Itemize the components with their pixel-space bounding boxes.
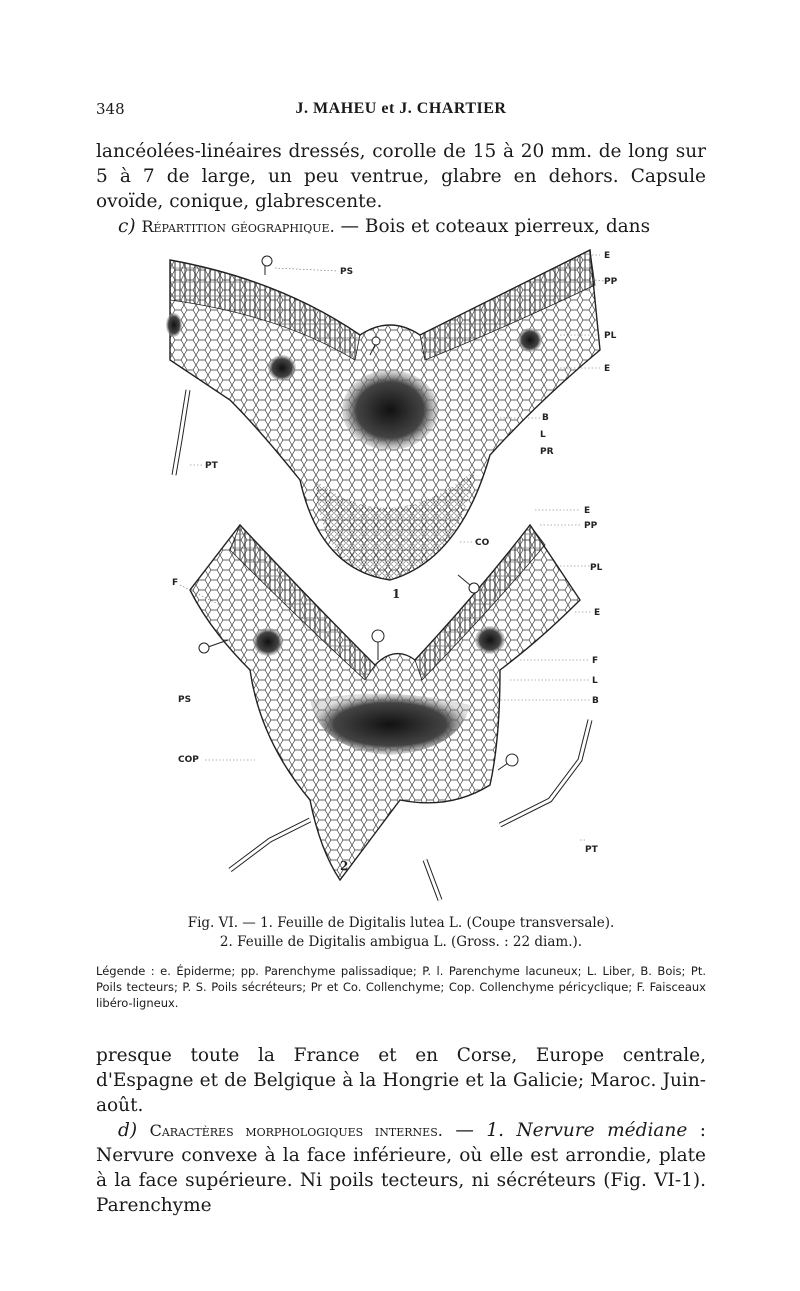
section-2-protective-hair-right xyxy=(500,720,590,825)
figure-number-2: 2 xyxy=(340,859,349,873)
section-c-marker: c) xyxy=(118,216,136,237)
bottom-text-block xyxy=(96,1043,706,1218)
label-f-2: F xyxy=(592,656,599,666)
label-e-1: E xyxy=(604,251,611,261)
label-e-4: E xyxy=(594,608,601,618)
section-2-bundle-left xyxy=(253,628,283,656)
label-e-2: E xyxy=(604,364,611,374)
label-f-1: F xyxy=(172,578,179,588)
running-head: J. MAHEU et J. CHARTIER xyxy=(295,100,507,117)
figure-number-1: 1 xyxy=(392,587,401,601)
caption-line-1: Fig. VI. — 1. Feuille de Digitalis lutea L. (Coupe transversale). xyxy=(187,915,615,931)
label-ps-1: PS xyxy=(340,267,354,277)
section-2-bundle-right xyxy=(475,626,505,654)
section-d-text: : Nervure convexe à la face inférieure, où elle est arrondie, plate à la face supérieure. Ni poils tecteurs, ni sécréteurs (Fig. VI-1). Parenchyme xyxy=(96,1120,707,1216)
caption-line-2: 2. Feuille de Digitalis ambigua L. (Gross. : 22 diam.). xyxy=(219,934,583,950)
section-1-protective-hair xyxy=(174,390,188,475)
label-b-2: B xyxy=(592,696,599,706)
label-l-2: L xyxy=(592,676,598,686)
label-pt-1: PT xyxy=(205,461,218,471)
leaf-section-figure xyxy=(160,240,640,905)
section-d-marker: d) xyxy=(118,1120,138,1141)
paragraph-corolla: lancéolées-linéaires dressés, corolle de 15 à 20 mm. de long sur 5 à 7 de large, un peu ventrue, glabre en dehors. Capsule ovoïde, conique, glabrescente. xyxy=(96,141,706,212)
label-pl-2: PL xyxy=(590,563,603,573)
section-c-text: — Bois et coteaux pierreux, dans xyxy=(334,216,651,237)
label-pl-1: PL xyxy=(604,331,617,341)
label-ps-2: PS xyxy=(178,695,192,705)
page-number: 348 xyxy=(96,100,125,118)
section-2-secretory-hair-left xyxy=(199,640,228,653)
section-c-title: Répartition géographique. xyxy=(141,217,335,236)
section-2-secretory-hair-top xyxy=(372,630,384,660)
section-d-paragraph xyxy=(96,1118,706,1218)
label-pr-1: PR xyxy=(540,447,554,457)
section-c-paragraph xyxy=(96,214,706,239)
label-pp-2: PP xyxy=(584,521,598,531)
label-pt-2: PT xyxy=(585,845,598,855)
label-l-1: L xyxy=(540,430,546,440)
label-b-1: B xyxy=(542,413,549,423)
label-pp-1: PP xyxy=(604,277,618,287)
section-1-midrib-bundle xyxy=(342,370,438,450)
label-e-3: E xyxy=(584,506,591,516)
page-header xyxy=(96,100,706,124)
label-co: CO xyxy=(475,538,490,548)
top-text-block xyxy=(96,139,706,239)
section-2-secretory-hair-right xyxy=(458,575,479,593)
section-1-bundle-right xyxy=(518,328,542,352)
section-1-bundle-left xyxy=(268,355,296,381)
paragraph-distribution: presque toute la France et en Corse, Europe centrale, d'Espagne et de Belgique à la Hongrie et la Galicie; Maroc. Juin-août. xyxy=(96,1045,706,1116)
section-2-protective-hair-left xyxy=(230,820,310,870)
section-1-secretory-hair xyxy=(262,256,272,275)
section-d-subtitle: — 1. Nervure médiane xyxy=(442,1120,688,1141)
figure-legend: Légende : e. Épiderme; pp. Parenchyme palissadique; P. l. Parenchyme lacuneux; L. Liber, B. Bois; Pt. Poils tecteurs; P. S. Poils sécréteurs; Pr et Co. Collenchyme; Cop. Collenchyme péricyclique; F. Faisceaux libéro-ligneux. xyxy=(96,964,706,1010)
section-d-title: Caractères morphologiques internes. xyxy=(149,1121,443,1140)
figure-caption xyxy=(96,914,706,952)
section-2-protective-hair-bottom xyxy=(425,860,440,900)
section-1-bundle-edge-left xyxy=(166,313,182,337)
section-2-secretory-hair-bottom xyxy=(498,754,518,770)
label-cop: COP xyxy=(178,755,199,765)
